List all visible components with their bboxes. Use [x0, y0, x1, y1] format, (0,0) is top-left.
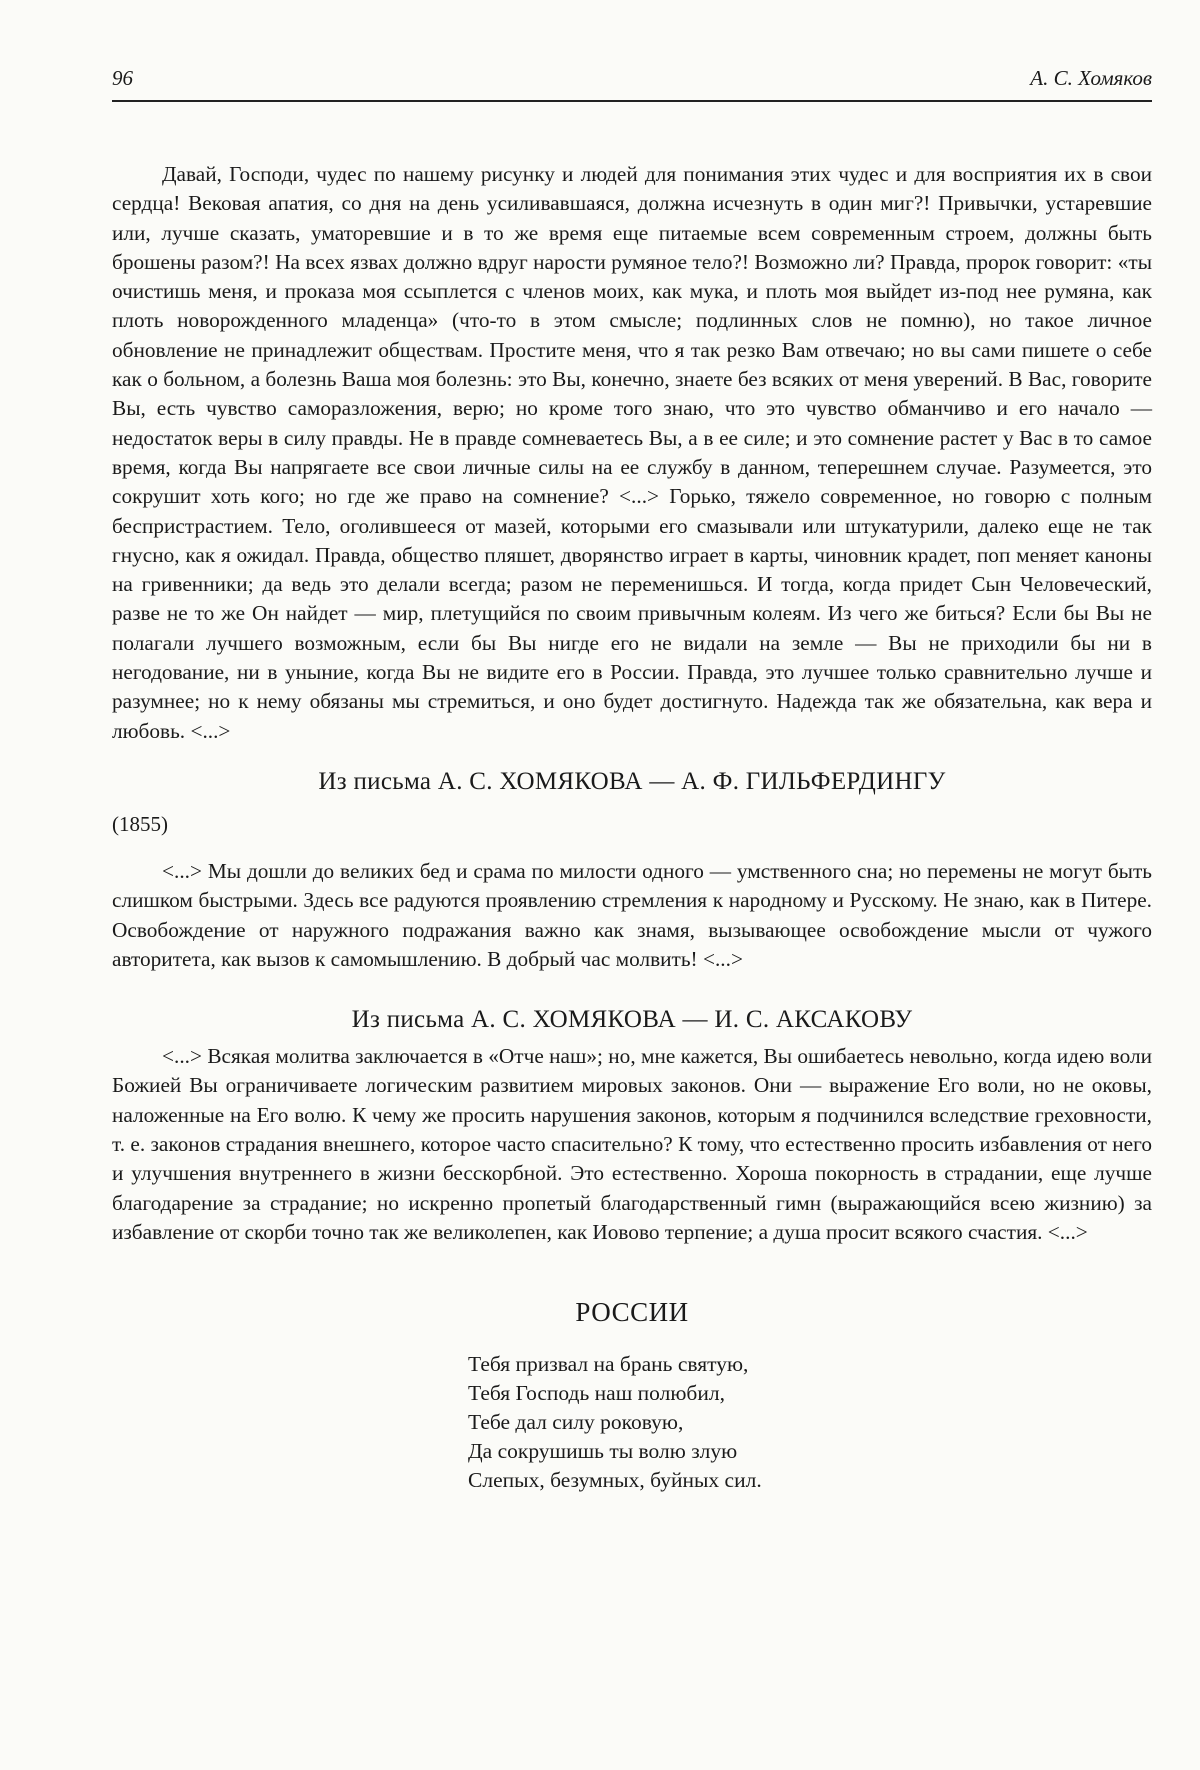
aksakov-letter-paragraph: <...> Всякая молитва заключается в «Отче наш»; но, мне кажется, Вы ошибаетесь невольно, когда идею воли Божией Вы ограничиваете логическим развитием мировых законов. Они — выражение Его воли, но не оковы, наложенные на Его волю. К чему же просить нарушения законов, которым я подчинился вследствие греховности, т. е. законов страдания внешнего, которое часто спасительно? К тому, что естественно просить избавления от него и улучшения внутреннего в жизни бесскорбной. Это естественно. Хороша покорность в страдании, еще лучше благодарение за страдание; но искренно пропетый благодарственный гимн (выражающийся всею жизнию) за избавление от скорби точно так же великолепен, как Иовово терпение; а душа просит всякого счастия. <...> — [112, 1044, 1152, 1244]
page-content — [112, 160, 1152, 1495]
letter-heading-hilferding: Из письма А. С. ХОМЯКОВА — А. Ф. ГИЛЬФЕРДИНГУ — [318, 767, 946, 795]
letter-date: (1855) — [112, 811, 168, 836]
running-title: А. С. Хомяков — [1030, 66, 1152, 90]
poem-line: Тебе дал силу роковую, — [468, 1410, 684, 1435]
poem-line: Да сокрушишь ты волю злую — [468, 1439, 738, 1464]
running-header — [112, 66, 1152, 102]
letter-heading-aksakov: Из письма А. С. ХОМЯКОВА — И. С. АКСАКОВУ — [351, 1006, 913, 1034]
poem-line: Слепых, безумных, буйных сил. — [468, 1468, 762, 1493]
poem-stanza — [468, 1350, 1152, 1495]
poem-line: Тебя призвал на брань святую, — [468, 1352, 749, 1377]
poem-title: РОССИИ — [575, 1297, 689, 1328]
poem-line: Тебя Господь наш полюбил, — [468, 1381, 725, 1406]
hilferding-letter-paragraph: <...> Мы дошли до великих бед и срама по милости одного — умственного сна; но перемены не могут быть слишком быстрыми. Здесь все радуются проявлению стремления к народному и Русскому. Не знаю, как в Питере. Освобождение от наружного подражания важно как знамя, вызывающее освобождение мысли от чужого авторитета, как вызов к самомышлению. В добрый час молвить! <...> — [112, 858, 1152, 971]
letter-excerpt-paragraph: Давай, Господи, чудес по нашему рисунку и людей для понимания этих чудес и для восприятия их в свои сердца! Вековая апатия, со дня на день усиливавшаяся, должна исчезнуть в один миг?! Привычки, устаревшие или, лучше сказать, уматоревшие и в то же время еще питаемые всем современным строем, должны быть брошены разом?! На всех язвах должно вдруг нарости румяное тело?! Возможно ли? Правда, пророк говорит: «ты очистишь меня, и проказа моя ссыплется с членов моих, как мука, и плоть моя выйдет из-под нее румяна, как плоть новорожденного младенца» (что-то в этом смысле; подлинных слов не помню), но такое личное обновление не принадлежит обществам. Простите меня, что я так резко Вам отвечаю; но вы сами пишете о себе как о больном, а болезнь Ваша моя болезнь: это Вы, конечно, знаете без всяких от меня уверений. В Вас, говорите Вы, есть чувство саморазложения, верю; но кроме того знаю, что это чувство обманчиво и его начало — недостаток веры в силу правды. Не в правде сомневаетесь Вы, а в ее силе; и это сомнение растет у Вас в то самое время, когда Вы напрягаете все свои личные силы на ее службу в данном, теперешнем случае. Разумеется, это сокрушит хоть кого; но где же право на сомнение? <...> Горько, тяжело современное, но говорю с полным беспристрастием. Тело, оголившееся от мазей, которыми его смазывали или штукатурили, далеко еще не так гнусно, как я ожидал. Правда, общество пляшет, дворянство играет в карты, чиновник крадет, поп меняет каноны на гривенники; да ведь это делали всегда; разом не переменишься. И тогда, когда придет Сын Человеческий, разве не то же Он найдет — мир, плетущийся по своим привычным колеям. Из чего же биться? Если бы Вы не полагали лучшего возможным, если бы Вы нигде его не видали на земле — Вы не приходили бы ни в негодование, ни в уныние, когда Вы не видите его в России. Правда, это лучшее только сравнительно лучше и разумнее; но к нему обязаны мы стремиться, и оно будет достигнуто. Надежда так же обязательна, как вера и любовь. <...> — [112, 162, 1152, 743]
page-number: 96 — [112, 66, 133, 90]
